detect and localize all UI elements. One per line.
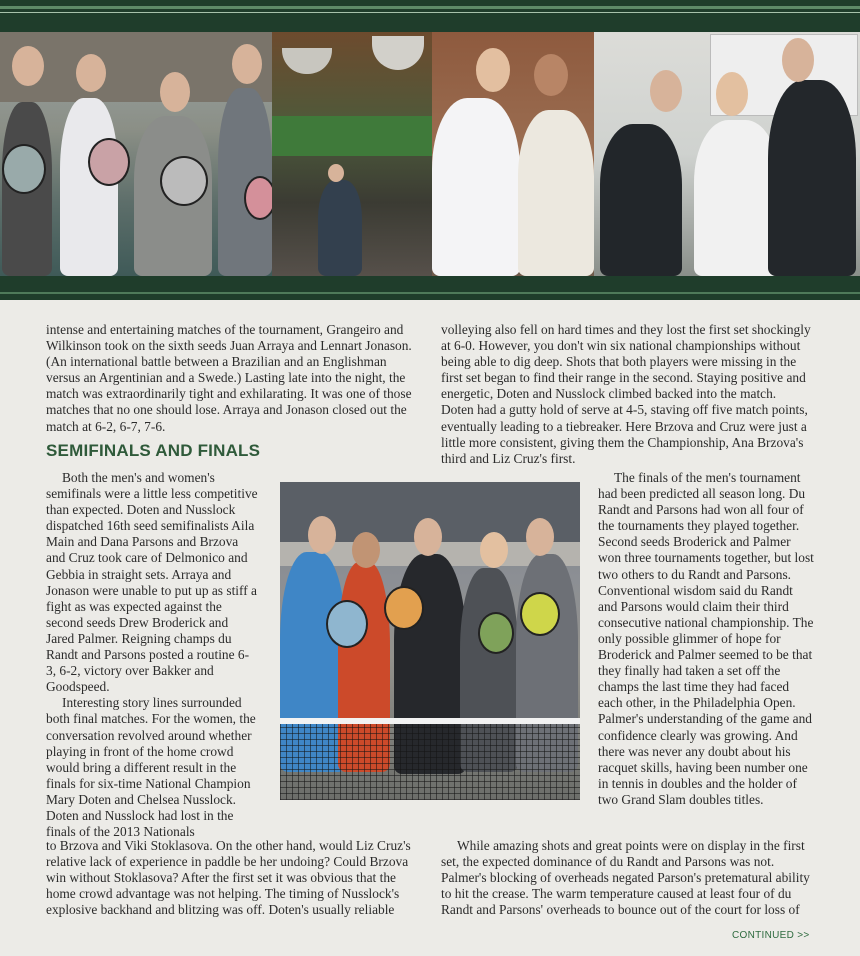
- paragraph: Both the men's and women's semifinals were a little less competitive than expected. Doten and Nusslock dispatched 16th seed semifinalists Aila Main and Dana Parsons and Brzova and Cruz took care of Delmonico and Gebbia in straight sets. Arraya and Jonason were unable to put up as stiff a fight as was expected against the second seeds Drew Broderick and Jared Palmer. Reigning champs du Randt and Parsons posted a routine 6-3, 6-2, victory over Bakker and Goodspeed.: [46, 470, 258, 695]
- mid-band-stripe: [0, 292, 860, 294]
- left-wide-column: [46, 838, 418, 918]
- right-narrow-column: [598, 470, 814, 808]
- mid-color-band: [0, 276, 860, 300]
- photo-trophies: [272, 32, 432, 276]
- paragraph: While amazing shots and great points were on display in the first set, the expected dominance of du Randt and Parsons was not. Palmer's blocking of overheads negated Parson's pretematural ability to hit the crease. The warm temperature caused at least four of du Randt and Parsons' overheads to bounce out of the court for loss of: [441, 838, 810, 918]
- paragraph: Interesting story lines surrounded both final matches. For the women, the conversation revolved around whether playing in front of the home crowd would bring a different result in the finals for six-time National Champion Mary Doten and Chelsea Nusslock. Doten and Nusslock had lost in the finals of the 2013 Nationals: [46, 695, 256, 840]
- right-column-intro: [441, 322, 811, 467]
- left-narrow-column: [46, 470, 258, 840]
- paragraph: to Brzova and Viki Stoklasova. On the other hand, would Liz Cruz's relative lack of experience in paddle be her undoing? Could Brzova win without Stoklasova? After the first set it was obvious that the home crowd advantage was not helping. The timing of Nusslock's explosive backhand and blitzing was off. Doten's usually reliable: [46, 838, 411, 918]
- left-column-intro: [46, 322, 416, 435]
- right-wide-column: [441, 838, 813, 918]
- top-band-stripe-thin: [0, 12, 860, 13]
- paragraph: volleying also fell on hard times and they lost the first set shockingly at 6-0. However, you don't win six national championships without being able to dig deep. Shots that both players were missing in the first set began to find their range in the second. Staying positive and energetic, Doten and Nusslock climbed backed into the match. Doten had a gutty hold of serve at 4-5, staving off five match points, eventually leading to a tiebreaker. Here Brzova and Cruz were just a little more consistent, giving them the Championship, Ana Brzova's third and Liz Cruz's first.: [441, 322, 811, 466]
- photo-strip: [0, 32, 860, 276]
- paragraph: intense and entertaining matches of the tournament, Grangeiro and Wilkinson took on the sixth seeds Juan Arraya and Lennart Jonason. (An international battle between a Brazilian and an Englishman versus an Argentinian and a Swede.) Lasting late into the night, the match was extraordinarily tight and exhilarating. It was one of those matches that no one should lose. Arraya and Jonason closed out the match at 6-2, 6-7, 7-6.: [46, 322, 412, 434]
- paragraph: The finals of the men's tournament had been predicted all season long. Du Randt and Parsons had won all four of the tournaments they played together. Second seeds Broderick and Palmer won three tournaments together, but lost two others to du Randt and Parsons. Conventional wisdom said du Randt and Parsons would claim their third consecutive national championship. The only possible glimmer of hope for Broderick and Palmer seemed to be that they finally had taken a set off the champs the last time they had faced each other, in the Philadelphia Open. Palmer's understanding of the game and confidence clearly was growing. And there was never any doubt about his racquet skills, having been number one in tennis in doubles and the holder of two Grand Slam doubles titles.: [598, 470, 814, 807]
- top-color-band: [0, 0, 860, 32]
- photo-women-players: [432, 32, 594, 276]
- photo-men-players: [0, 32, 272, 276]
- continued-indicator: CONTINUED >>: [732, 930, 810, 941]
- photo-officials: [594, 32, 860, 276]
- section-heading: SEMIFINALS AND FINALS: [46, 441, 261, 460]
- photo-womens-finalists: [280, 482, 580, 800]
- top-band-stripe: [0, 6, 860, 9]
